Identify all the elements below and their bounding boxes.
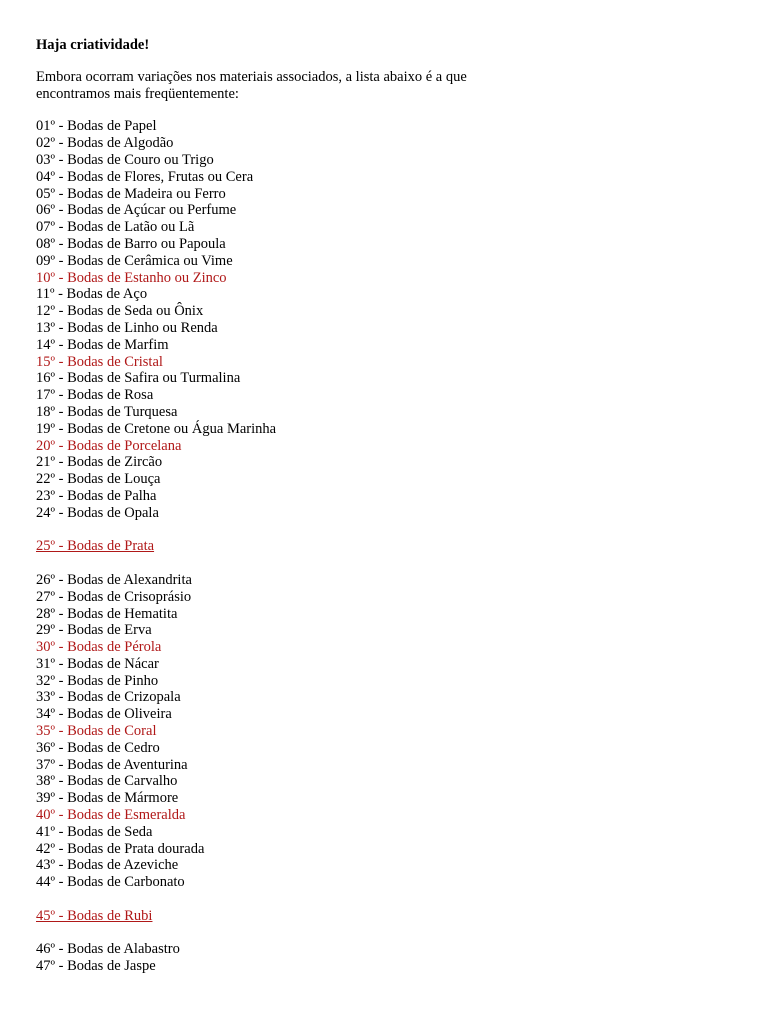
- list-item: 11º - Bodas de Aço: [36, 286, 148, 303]
- list-item: 42º - Bodas de Prata dourada: [36, 840, 205, 857]
- list-item: 02º - Bodas de Algodão: [36, 135, 174, 152]
- list-item: 12º - Bodas de Seda ou Ônix: [36, 303, 204, 320]
- list-item: 05º - Bodas de Madeira ou Ferro: [36, 185, 226, 202]
- list-item: 40º - Bodas de Esmeralda: [36, 807, 186, 824]
- list-item: 22º - Bodas de Louça: [36, 471, 161, 488]
- list-item: 46º - Bodas de Alabastro: [36, 941, 180, 958]
- list-item: 04º - Bodas de Flores, Frutas ou Cera: [36, 168, 254, 185]
- list-item: 25º - Bodas de Prata: [36, 538, 155, 555]
- list-item: 20º - Bodas de Porcelana: [36, 437, 182, 454]
- document-title: Haja criatividade!: [36, 37, 150, 53]
- list-item: 10º - Bodas de Estanho ou Zinco: [36, 269, 227, 286]
- list-item: 24º - Bodas de Opala: [36, 504, 159, 521]
- list-item: 21º - Bodas de Zircão: [36, 454, 163, 471]
- list-item: 31º - Bodas de Nácar: [36, 655, 159, 672]
- list-item: 01º - Bodas de Papel: [36, 118, 157, 135]
- list-item: 26º - Bodas de Alexandrita: [36, 571, 192, 588]
- list-item: 03º - Bodas de Couro ou Trigo: [36, 151, 214, 168]
- list-item: 14º - Bodas de Marfim: [36, 336, 169, 353]
- intro-paragraph: Embora ocorram variações nos materiais associados, a lista abaixo é a que encontramos mais freqüentemente:: [36, 68, 467, 102]
- list-item: 41º - Bodas de Seda: [36, 823, 153, 840]
- list-item: 44º - Bodas de Carbonato: [36, 874, 185, 891]
- list-item: 13º - Bodas de Linho ou Renda: [36, 319, 218, 336]
- list-item: 27º - Bodas de Crisoprásio: [36, 588, 192, 605]
- list-item: 09º - Bodas de Cerâmica ou Vime: [36, 252, 233, 269]
- list-item: 45º - Bodas de Rubi: [36, 907, 153, 924]
- list-item: 16º - Bodas de Safira ou Turmalina: [36, 370, 241, 387]
- list-item: 15º - Bodas de Cristal: [36, 353, 163, 370]
- list-item: 36º - Bodas de Cedro: [36, 739, 160, 756]
- list-item: 35º - Bodas de Coral: [36, 723, 157, 740]
- list-item: 28º - Bodas de Hematita: [36, 605, 178, 622]
- anniversary-list: [36, 118, 736, 975]
- list-item: 38º - Bodas de Carvalho: [36, 773, 178, 790]
- list-item: 47º - Bodas de Jaspe: [36, 958, 156, 975]
- list-item: 07º - Bodas de Latão ou Lã: [36, 219, 195, 236]
- list-item: 39º - Bodas de Mármore: [36, 790, 179, 807]
- list-item: 32º - Bodas de Pinho: [36, 672, 159, 689]
- document-page: [36, 37, 736, 975]
- list-item: 29º - Bodas de Erva: [36, 622, 152, 639]
- list-item: 43º - Bodas de Azeviche: [36, 857, 179, 874]
- list-item: 37º - Bodas de Aventurina: [36, 756, 188, 773]
- list-item: 18º - Bodas de Turquesa: [36, 403, 178, 420]
- list-item: 23º - Bodas de Palha: [36, 487, 157, 504]
- list-item: 33º - Bodas de Crizopala: [36, 689, 181, 706]
- list-item: 19º - Bodas de Cretone ou Água Marinha: [36, 420, 277, 437]
- list-item: 30º - Bodas de Pérola: [36, 639, 162, 656]
- list-item: 08º - Bodas de Barro ou Papoula: [36, 235, 226, 252]
- list-item: 17º - Bodas de Rosa: [36, 387, 154, 404]
- list-item: 34º - Bodas de Oliveira: [36, 706, 172, 723]
- list-item: 06º - Bodas de Açúcar ou Perfume: [36, 202, 237, 219]
